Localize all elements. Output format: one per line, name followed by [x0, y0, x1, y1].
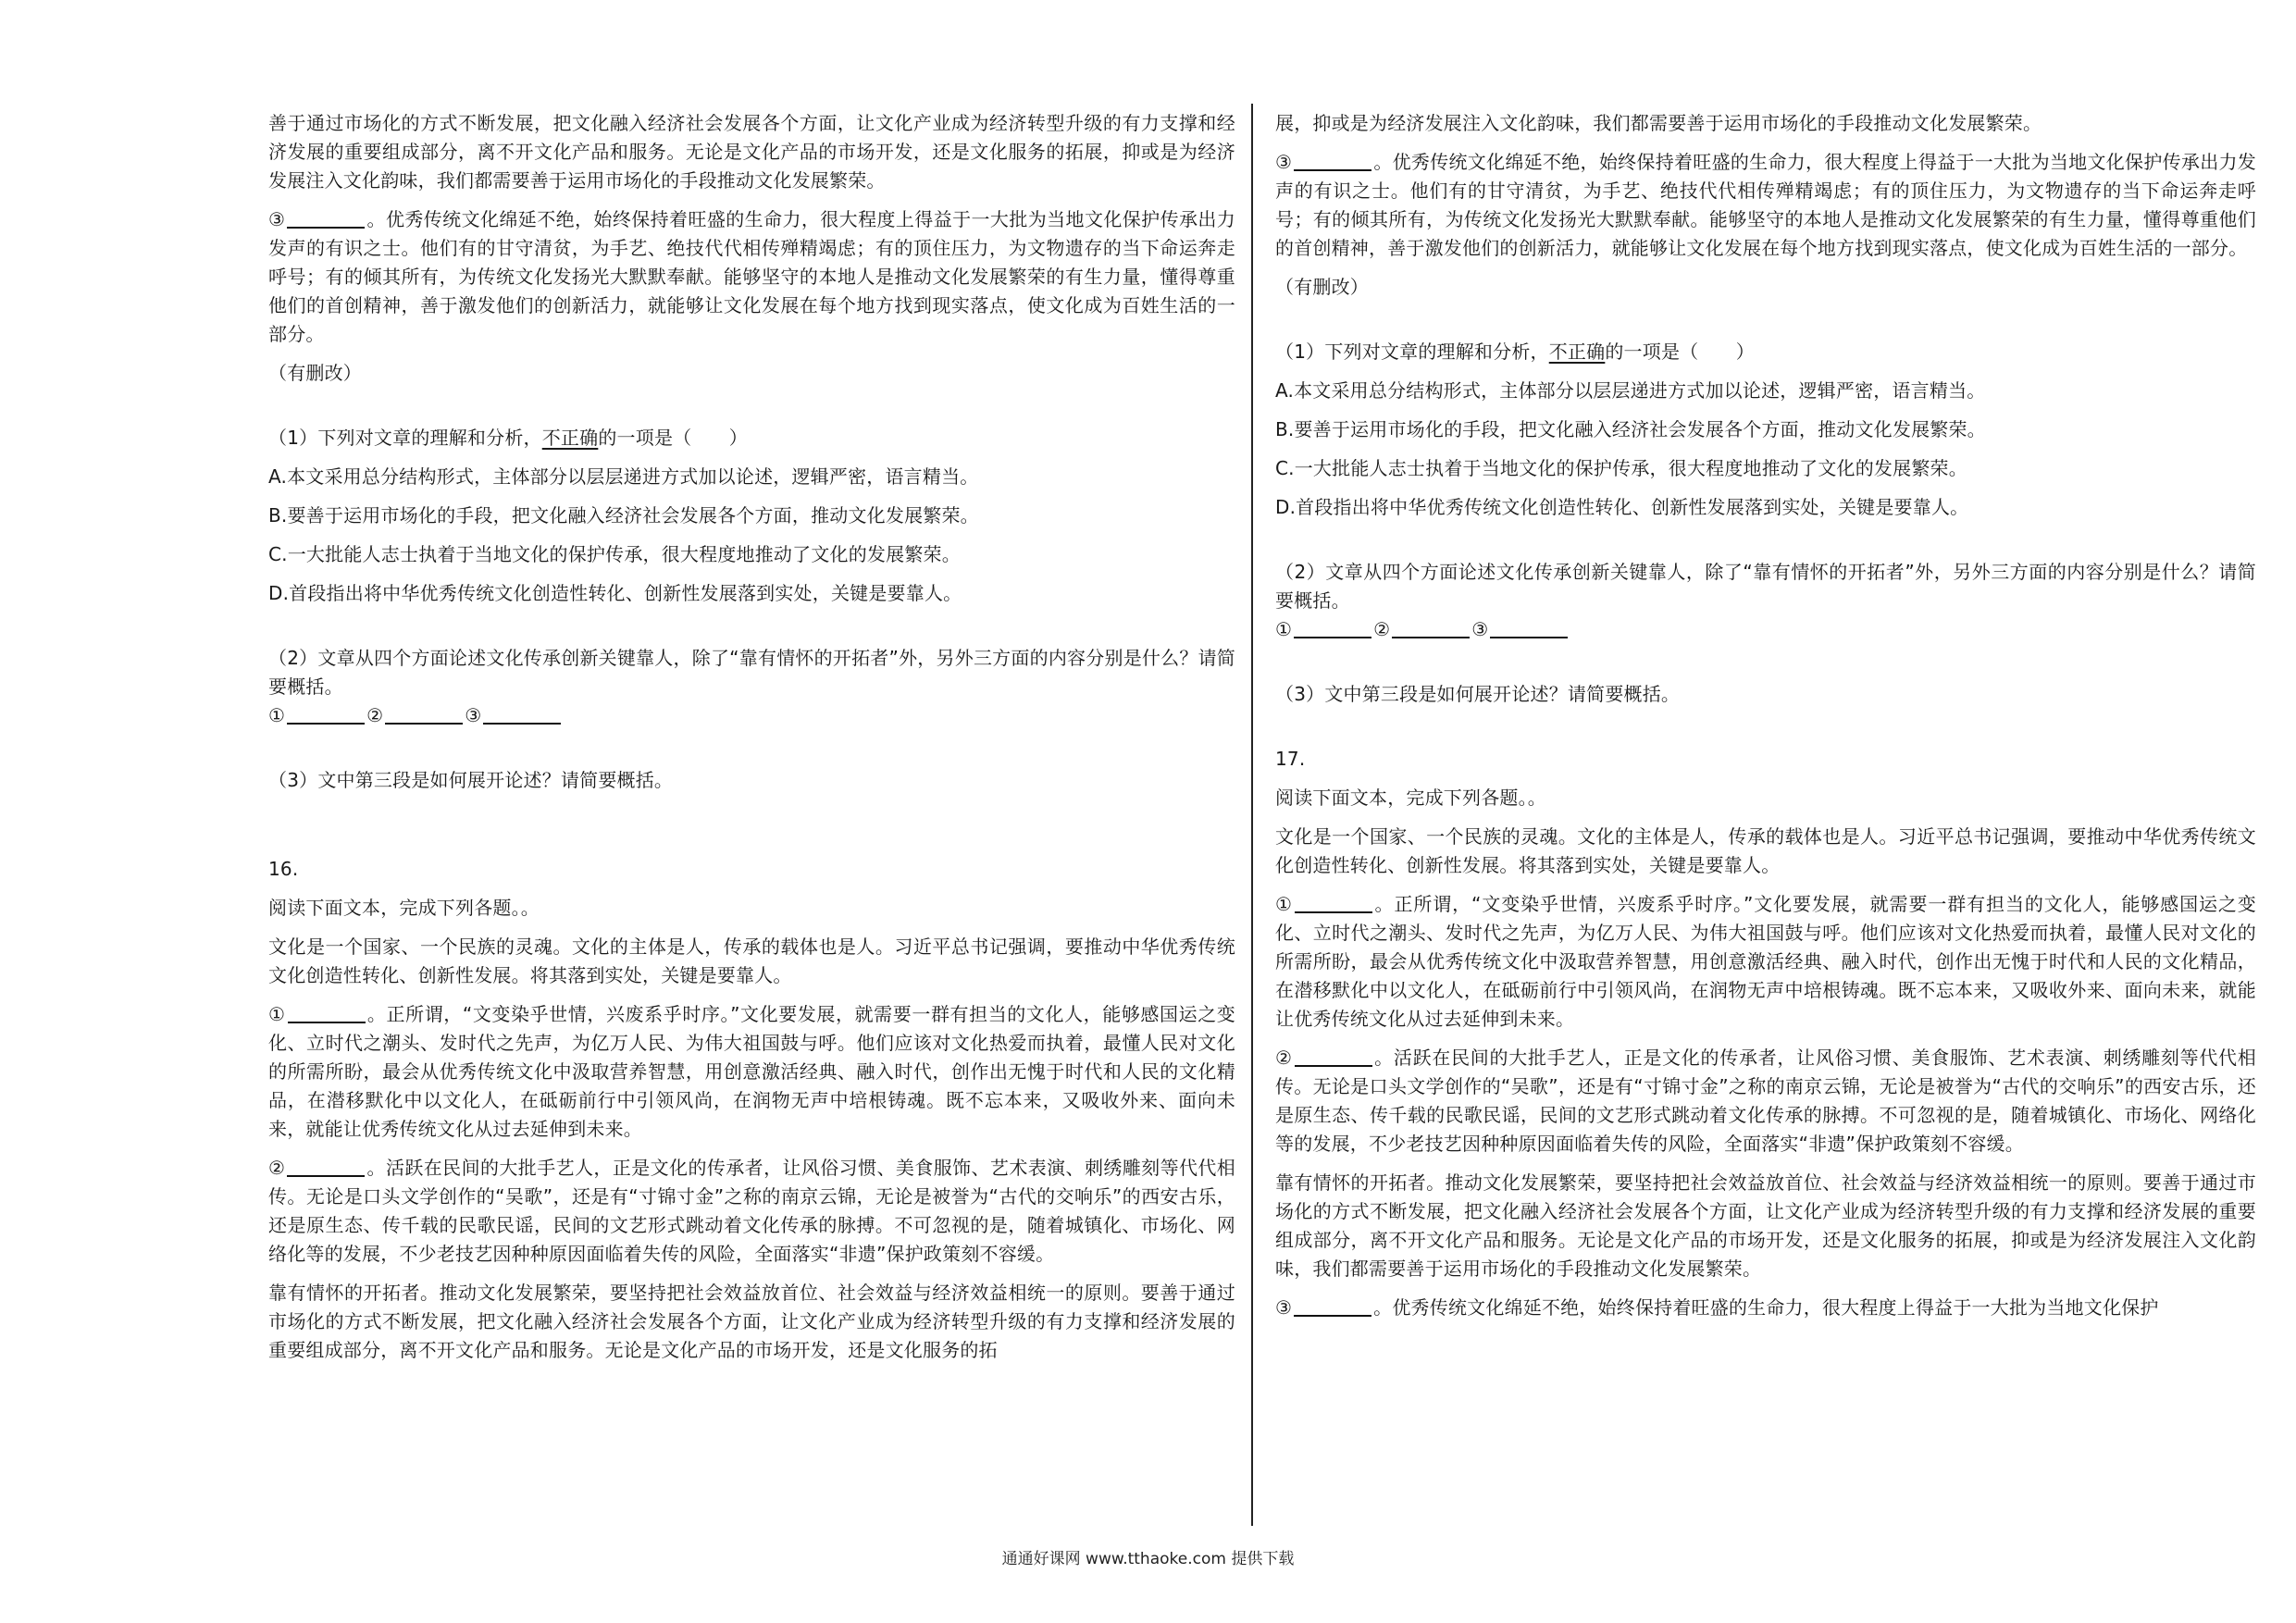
answer-blank-3[interactable] [483, 702, 561, 725]
question-1: （1）下列对文章的理解和分析，不正确的一项是（ ） [1275, 341, 1755, 363]
option-a[interactable]: A.本文采用总分结构形式，主体部分以层层递进方式加以论述，逻辑严密，语言精当。 [268, 465, 979, 488]
footer-source: 通通好课网 www.tthaoke.com 提供下载 [1001, 1550, 1295, 1568]
right-column [1275, 109, 2256, 1332]
answer-blank[interactable] [287, 1155, 365, 1177]
option-c[interactable]: C.一大批能人志士执着于当地文化的保护传承，很大程度地推动了文化的发展繁荣。 [1275, 457, 1967, 479]
instruction: 阅读下面文本，完成下列各题。。 [268, 897, 540, 919]
answer-blank[interactable] [1295, 1045, 1372, 1067]
answer-blank-2[interactable] [385, 702, 463, 725]
option-a[interactable]: A.本文采用总分结构形式，主体部分以层层递进方式加以论述，逻辑严密，语言精当。 [1275, 379, 1986, 402]
option-c[interactable]: C.一大批能人志士执着于当地文化的保护传承，很大程度地推动了文化的发展繁荣。 [268, 543, 961, 565]
question-number: 17. [1275, 748, 1306, 770]
paragraph-3-start: ③ 。优秀传统文化绵延不绝，始终保持着旺盛的生命力，很大程度上得益于一大批为当地文化保护 [1275, 1296, 2159, 1319]
answer-blank[interactable] [288, 1001, 366, 1023]
paragraph-3: ③ 。优秀传统文化绵延不绝，始终保持着旺盛的生命力，很大程度上得益于一大批为当地文化保护传承出力发声的有识之士。他们有的甘守清贫，为手艺、绝技代代相传殚精竭虑；有的顶住压力，为文物遗存的当下命运奔走呼号；有的倾其所有，为传统文化发扬光大默默奉献。能够坚守的本地人是推动文化发展繁荣的有生力量，懂得尊重他们的首创精神，善于激发他们的创新活力，就能够让文化发展在每个地方找到现实落点，使文化成为百姓生活的一部分。 [268, 208, 1235, 345]
answer-blank[interactable] [1294, 149, 1371, 171]
option-b[interactable]: B.要善于运用市场化的手段，把文化融入经济社会发展各个方面，推动文化发展繁荣。 [1275, 418, 1986, 440]
answer-blanks-row: ① ② ③ [1275, 615, 2256, 644]
source-note: （有删改） [268, 362, 362, 384]
option-d[interactable]: D.首段指出将中华优秀传统文化创造性转化、创新性发展落到实处，关键是要靠人。 [1275, 496, 1969, 518]
underlined-keyword: 不正确 [1548, 341, 1606, 363]
answer-blank-3[interactable] [1490, 616, 1568, 638]
paragraph-3: ③ 。优秀传统文化绵延不绝，始终保持着旺盛的生命力，很大程度上得益于一大批为当地文化保护传承出力发声的有识之士。他们有的甘守清贫，为手艺、绝技代代相传殚精竭虑；有的顶住压力，为文物遗存的当下命运奔走呼号；有的倾其所有，为传统文化发扬光大默默奉献。能够坚守的本地人是推动文化发展繁荣的有生力量，懂得尊重他们的首创精神，善于激发他们的创新活力，就能够让文化发展在每个地方找到现实落点，使文化成为百姓生活的一部分。 [1275, 151, 2256, 259]
question-number: 16. [268, 858, 299, 880]
question-3: （3）文中第三段是如何展开论述？请简要概括。 [1275, 683, 1681, 705]
intro-paragraph: 文化是一个国家、一个民族的灵魂。文化的主体是人，传承的载体也是人。习近平总书记强调，要推动中华优秀传统文化创造性转化、创新性发展。将其落到实处，关键是要靠人。 [1275, 825, 2256, 876]
intro-paragraph: 文化是一个国家、一个民族的灵魂。文化的主体是人，传承的载体也是人。习近平总书记强调，要推动中华优秀传统文化创造性转化、创新性发展。将其落到实处，关键是要靠人。 [268, 935, 1235, 986]
option-b[interactable]: B.要善于运用市场化的手段，把文化融入经济社会发展各个方面，推动文化发展繁荣。 [268, 504, 979, 527]
column-divider [1251, 104, 1253, 1526]
left-column [268, 109, 1235, 1375]
answer-blank-2[interactable] [1392, 616, 1470, 638]
paragraph: 展，抑或是为经济发展注入文化韵味，我们都需要善于运用市场化的手段推动文化发展繁荣。 [1275, 112, 2042, 134]
paragraph: 善于通过市场化的方式不断发展，把文化融入经济社会发展各个方面，让文化产业成为经济转型升级的有力支撑和经济发展的重要组成部分，离不开文化产品和服务。无论是文化产品的市场开发，还是文化服务的拓展，抑或是为经济发展注入文化韵味，我们都需要善于运用市场化的手段推动文化发展繁荣。 [268, 112, 1235, 192]
source-note: （有删改） [1275, 276, 1369, 298]
question-2: （2）文章从四个方面论述文化传承创新关键靠人，除了“靠有情怀的开拓者”外，另外三方面的内容分别是什么？请简要概括。 [1275, 561, 2256, 612]
paragraph-2: ② 。活跃在民间的大批手艺人，正是文化的传承者，让风俗习惯、美食服饰、艺术表演、刺绣雕刻等代代相传。无论是口头文学创作的“吴歌”，还是有“寸锦寸金”之称的南京云锦，无论是被誉为“古代的交响乐”的西安古乐，还是原生态、传千载的民歌民谣，民间的文艺形式跳动着文化传承的脉搏。不可忽视的是，随着城镇化、市场化、网络化等的发展，不少老技艺因种种原因面临着失传的风险，全面落实“非遗”保护政策刻不容缓。 [268, 1157, 1235, 1265]
question-1: （1）下列对文章的理解和分析，不正确的一项是（ ） [268, 427, 748, 449]
answer-blank[interactable] [1295, 891, 1372, 913]
paragraph-1: ① 。正所谓，“文变染乎世情，兴废系乎时序。”文化要发展，就需要一群有担当的文化人，能够感国运之变化、立时代之潮头、发时代之先声，为亿万人民、为伟大祖国鼓与呼。他们应该对文化热爱而执着，最懂人民对文化的所需所盼，最会从优秀传统文化中汲取营养智慧，用创意激活经典、融入时代，创作出无愧于时代和人民的文化精品，在潜移默化中以文化人，在砥砺前行中引领风尚，在润物无声中培根铸魂。既不忘本来，又吸收外来、面向未来，就能让优秀传统文化从过去延伸到未来。 [268, 1003, 1235, 1140]
paragraph-kaituo: 靠有情怀的开拓者。推动文化发展繁荣，要坚持把社会效益放首位、社会效益与经济效益相统一的原则。要善于通过市场化的方式不断发展，把文化融入经济社会发展各个方面，让文化产业成为经济转型升级的有力支撑和经济发展的重要组成部分，离不开文化产品和服务。无论是文化产品的市场开发，还是文化服务的拓 [268, 1282, 1235, 1361]
paragraph-1: ① 。正所谓，“文变染乎世情，兴废系乎时序。”文化要发展，就需要一群有担当的文化人，能够感国运之变化、立时代之潮头、发时代之先声，为亿万人民、为伟大祖国鼓与呼。他们应该对文化热爱而执着，最懂人民对文化的所需所盼，最会从优秀传统文化中汲取营养智慧，用创意激活经典、融入时代，创作出无愧于时代和人民的文化精品，在潜移默化中以文化人，在砥砺前行中引领风尚，在润物无声中培根铸魂。既不忘本来，又吸收外来、面向未来，就能让优秀传统文化从过去延伸到未来。 [1275, 893, 2256, 1030]
option-d[interactable]: D.首段指出将中华优秀传统文化创造性转化、创新性发展落到实处，关键是要靠人。 [268, 582, 962, 604]
answer-blank-1[interactable] [1294, 616, 1371, 638]
instruction: 阅读下面文本，完成下列各题。。 [1275, 787, 1546, 809]
answer-blank[interactable] [1294, 1295, 1371, 1317]
answer-blanks-row: ① ② ③ [268, 701, 1235, 730]
answer-blank-1[interactable] [287, 702, 365, 725]
paragraph-2: ② 。活跃在民间的大批手艺人，正是文化的传承者，让风俗习惯、美食服饰、艺术表演、刺绣雕刻等代代相传。无论是口头文学创作的“吴歌”，还是有“寸锦寸金”之称的南京云锦，无论是被誉为“古代的交响乐”的西安古乐，还是原生态、传千载的民歌民谣，民间的文艺形式跳动着文化传承的脉搏。不可忽视的是，随着城镇化、市场化、网络化等的发展，不少老技艺因种种原因面临着失传的风险，全面落实“非遗”保护政策刻不容缓。 [1275, 1047, 2256, 1155]
paragraph-kaituo: 靠有情怀的开拓者。推动文化发展繁荣，要坚持把社会效益放首位、社会效益与经济效益相统一的原则。要善于通过市场化的方式不断发展，把文化融入经济社会发展各个方面，让文化产业成为经济转型升级的有力支撑和经济发展的重要组成部分，离不开文化产品和服务。无论是文化产品的市场开发，还是文化服务的拓展，抑或是为经济发展注入文化韵味，我们都需要善于运用市场化的手段推动文化发展繁荣。 [1275, 1171, 2256, 1280]
question-2: （2）文章从四个方面论述文化传承创新关键靠人，除了“靠有情怀的开拓者”外，另外三方面的内容分别是什么？请简要概括。 [268, 647, 1235, 698]
para-number: ③ [268, 208, 286, 230]
question-3: （3）文中第三段是如何展开论述？请简要概括。 [268, 769, 674, 791]
underlined-keyword: 不正确 [541, 427, 599, 449]
answer-blank[interactable] [287, 206, 365, 229]
